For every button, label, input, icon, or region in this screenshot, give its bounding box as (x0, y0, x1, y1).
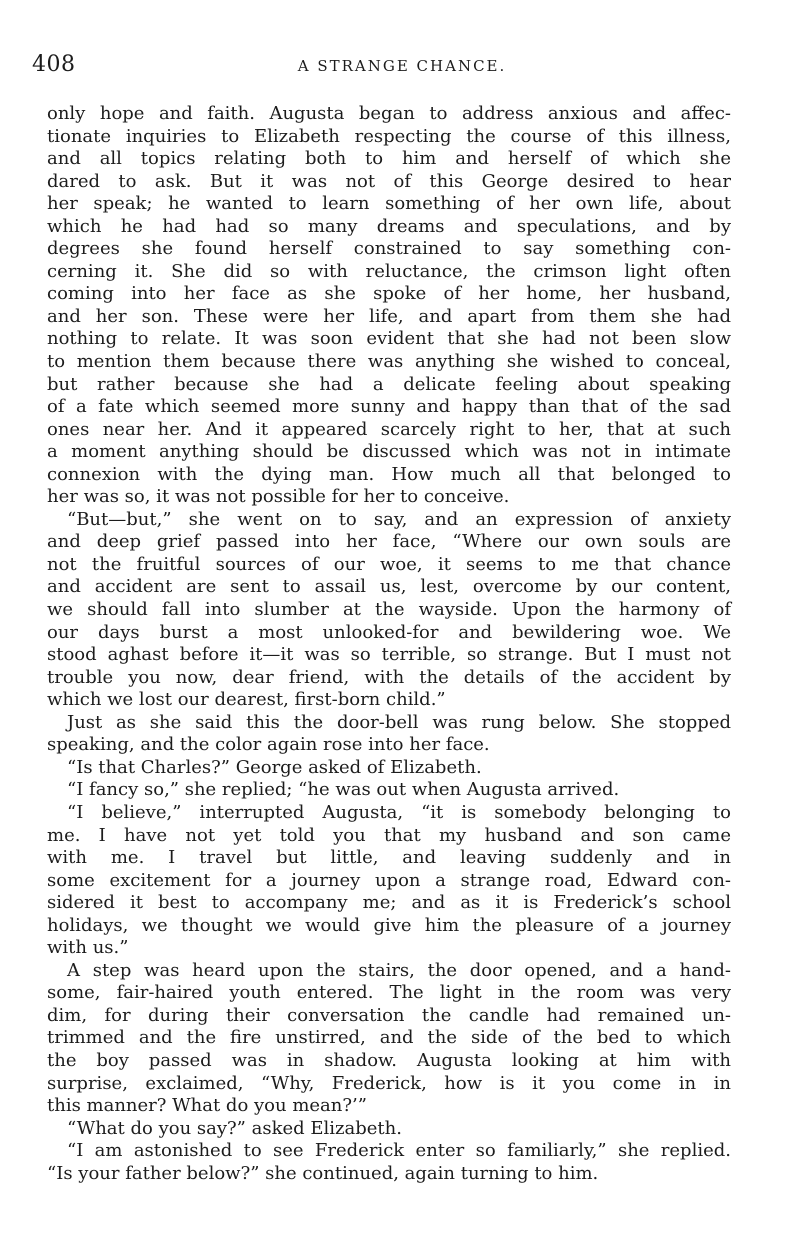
text-line: we should fall into slumber at the wayside. Upon the harmony of (47, 599, 731, 621)
text-line: surprise, exclaimed, “Why, Frederick, how is it you come in in (47, 1072, 731, 1094)
text-line: speaking, and the color again rose into her face. (47, 734, 490, 756)
text-line: trouble you now, dear friend, with the details of the accident by (47, 666, 731, 688)
text-line: sidered it best to accompany me; and as it is Frederick’s school (47, 892, 731, 914)
body-text (47, 103, 731, 1185)
text-line: not the fruitful sources of our woe, it seems to me that chance (47, 553, 731, 575)
text-line: “Is that Charles?” George asked of Elizabeth. (67, 756, 482, 778)
text-line: her speak; he wanted to learn something of her own life, about (47, 193, 731, 215)
text-line: “I believe,” interrupted Augusta, “it is somebody belonging to (67, 801, 731, 823)
text-line: which he had had so many dreams and speculations, and by (47, 215, 731, 237)
text-line: to mention them because there was anything she wished to conceal, (47, 351, 731, 373)
text-line: the boy passed was in shadow. Augusta looking at him with (47, 1049, 731, 1071)
text-line: and her son. These were her life, and apart from them she had (47, 305, 731, 327)
text-line: some, fair-haired youth entered. The light in the room was very (47, 982, 731, 1004)
text-line: “I fancy so,” she replied; “he was out when Augusta arrived. (67, 779, 620, 801)
text-line: our days burst a most unlooked-for and bewildering woe. We (47, 621, 731, 643)
page-number: 408 (32, 52, 76, 77)
text-line: “But—but,” she went on to say, and an expression of anxiety (67, 508, 731, 530)
text-line: and all topics relating both to him and herself of which she (47, 148, 731, 170)
text-line: trimmed and the fire unstirred, and the side of the bed to which (47, 1027, 731, 1049)
text-line: her was so, it was not possible for her to conceive. (47, 486, 510, 508)
text-line: dared to ask. But it was not of this George desired to hear (47, 170, 731, 192)
running-title: A STRANGE CHANCE. (297, 57, 507, 75)
text-line: A step was heard upon the stairs, the door opened, and a hand- (67, 959, 731, 981)
text-line: some excitement for a journey upon a strange road, Edward con- (47, 869, 731, 891)
text-line: ones near her. And it appeared scarcely right to her, that at such (47, 418, 731, 440)
text-line: this manner? What do you mean?’” (47, 1095, 367, 1117)
text-line: with me. I travel but little, and leaving suddenly and in (47, 847, 731, 869)
text-line: but rather because she had a delicate feeling about speaking (47, 373, 731, 395)
text-line: only hope and faith. Augusta began to address anxious and affec- (47, 103, 731, 124)
text-line: “What do you say?” asked Elizabeth. (67, 1117, 402, 1139)
text-line: coming into her face as she spoke of her home, her husband, (47, 283, 731, 305)
text-line: “Is your father below?” she continued, again turning to him. (47, 1162, 599, 1184)
text-line: cerning it. She did so with reluctance, the crimson light often (47, 260, 731, 282)
text-line: Just as she said this the door-bell was rung below. She stopped (67, 711, 731, 733)
text-line: connexion with the dying man. How much all that belonged to (47, 463, 731, 485)
text-line: and deep grief passed into her face, “Where our own souls are (47, 531, 731, 553)
text-line: stood aghast before it—it was so terrible, so strange. But I must not (47, 644, 731, 666)
text-line: of a fate which seemed more sunny and happy than that of the sad (47, 396, 731, 418)
text-line: with us.” (47, 937, 129, 959)
text-line: which we lost our dearest, first-born child.” (47, 689, 446, 711)
text-line: dim, for during their conversation the candle had remained un- (47, 1004, 731, 1026)
text-line: holidays, we thought we would give him the pleasure of a journey (47, 914, 731, 936)
text-line: tionate inquiries to Elizabeth respecting the course of this illness, (47, 125, 731, 147)
text-line: a moment anything should be discussed which was not in intimate (47, 441, 731, 463)
text-line: nothing to relate. It was soon evident that she had not been slow (47, 328, 731, 350)
text-line: degrees she found herself constrained to say something con- (47, 238, 731, 260)
running-head (32, 52, 732, 82)
text-line: “I am astonished to see Frederick enter so familiarly,” she replied. (67, 1140, 731, 1162)
text-line: and accident are sent to assail us, lest, overcome by our content, (47, 576, 731, 598)
text-line: me. I have not yet told you that my husband and son came (47, 824, 731, 846)
